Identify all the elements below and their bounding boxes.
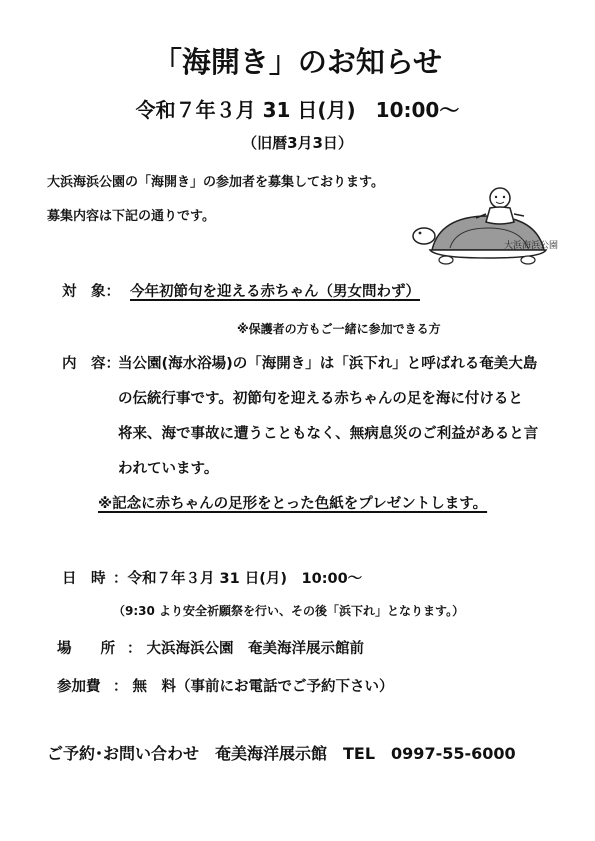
illustration-shell-text: 大浜海浜公園 <box>504 241 559 251</box>
content-label: 内 容： <box>62 356 120 372</box>
datetime-note: （9:30 より安全祈願祭を行い、その後「浜下れ」となります。） <box>113 604 465 618</box>
contact-footer: ご予約･お問い合わせ 奄美海洋展示館 TEL 0997-55-6000 <box>47 744 516 763</box>
event-date-heading: 令和７年３月 31 日(月) 10:00～ <box>135 98 460 122</box>
fee-value: ： 無 料（事前にお電話でご予約下さい） <box>113 679 394 695</box>
target-label: 対 象： <box>62 284 120 300</box>
content-line: われています。 <box>118 461 219 477</box>
gift-note: ※記念に赤ちゃんの足形をとった色紙をプレゼントします。 <box>98 496 488 512</box>
baby-riding-turtle-illustration <box>410 186 559 270</box>
target-value: 今年初節句を迎える赤ちゃん（男女問わず） <box>130 284 420 300</box>
page-title: 「海開き」のお知らせ <box>152 45 443 79</box>
content-line: 当公園(海水浴場)の「海開き」は「浜下れ」と呼ばれる奄美大島 <box>118 356 538 372</box>
intro-line: 大浜海浜公園の「海開き」の参加者を募集しております。 <box>47 175 384 190</box>
intro-line: 募集内容は下記の通りです。 <box>47 209 215 224</box>
target-note: ※保護者の方もご一緒に参加できる方 <box>237 322 441 336</box>
datetime-value: ：令和７年３月 31 日(月) 10:00～ <box>113 571 363 587</box>
fee-label: 参加費 <box>57 679 101 695</box>
old-calendar-date: （旧暦3月3日） <box>242 134 353 152</box>
place-label: 場 所 <box>57 641 115 657</box>
content-line: 将来、海で事故に遭うこともなく、無病息災のご利益があると言 <box>118 426 539 442</box>
content-line: の伝統行事です。初節句を迎える赤ちゃんの足を海に付けると <box>118 391 523 407</box>
place-value: ： 大浜海浜公園 奄美海洋展示館前 <box>127 641 365 657</box>
datetime-label: 日 時 <box>62 571 106 587</box>
